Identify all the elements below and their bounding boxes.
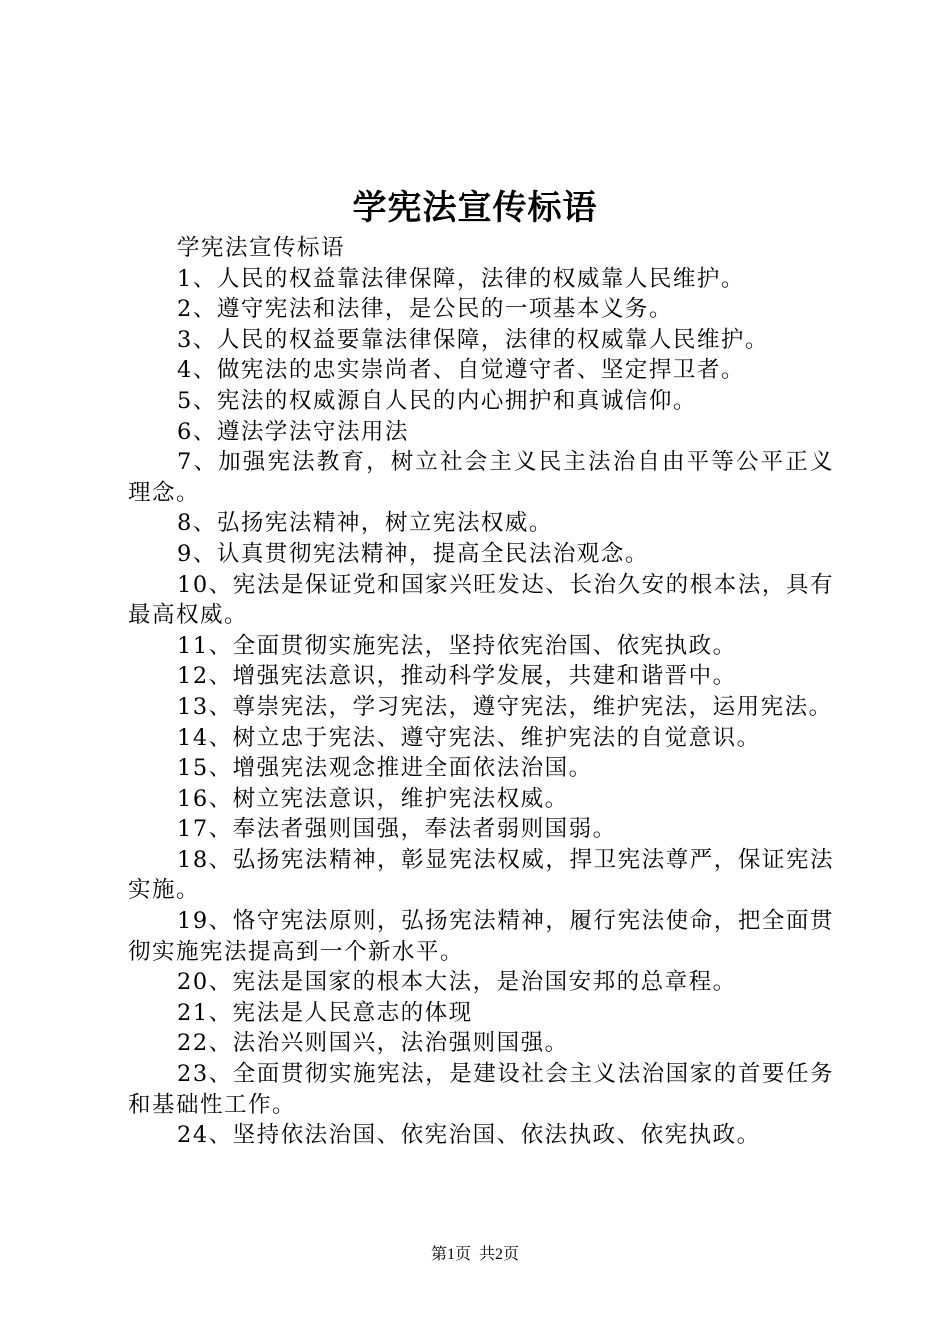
page-number: 第1页 (430, 1246, 471, 1263)
slogan-4: 4、做宪法的忠实崇尚者、自觉遵守者、坚定捍卫者。 (177, 357, 745, 384)
slogan-18: 18、弘扬宪法精神，彰显宪法权威，捍卫宪法尊严，保证宪法实施。 (128, 846, 834, 904)
slogan-6: 6、遵法学法守法用法 (177, 418, 409, 445)
slogan-5: 5、宪法的权威源自人民的内心拥护和真诚信仰。 (177, 387, 697, 414)
slogan-14: 14、树立忠于宪法、遵守宪法、维护宪法的自觉意识。 (177, 724, 761, 751)
slogan-16: 16、树立宪法意识，维护宪法权威。 (177, 785, 569, 812)
slogan-8: 8、弘扬宪法精神，树立宪法权威。 (177, 510, 553, 537)
slogan-2: 2、遵守宪法和法律，是公民的一项基本义务。 (177, 296, 673, 323)
slogan-12: 12、增强宪法意识，推动科学发展，共建和谐晋中。 (177, 663, 737, 690)
slogan-19: 19、恪守宪法原则，弘扬宪法精神，履行宪法使命，把全面贯彻实施宪法提高到一个新水平。 (128, 908, 834, 965)
slogan-13: 13、尊崇宪法，学习宪法，遵守宪法，维护宪法，运用宪法。 (177, 693, 833, 720)
slogan-3: 3、人民的权益要靠法律保障，法律的权威靠人民维护。 (177, 326, 769, 353)
slogan-23: 23、全面贯彻实施宪法，是建设社会主义法治国家的首要任务和基础性工作。 (128, 1061, 834, 1118)
slogan-21: 21、宪法是人民意志的体现 (177, 999, 473, 1026)
slogan-7: 7、加强宪法教育，树立社会主义民主法治自由平等公平正义理念。 (128, 449, 834, 506)
paragraph-heading: 学宪法宣传标语 (177, 235, 346, 261)
slogan-9: 9、认真贯彻宪法精神，提高全民法治观念。 (177, 540, 649, 567)
slogan-11: 11、全面贯彻实施宪法，坚持依宪治国、依宪执政。 (177, 632, 737, 659)
slogan-1: 1、人民的权益靠法律保障，法律的权威靠人民维护。 (177, 265, 745, 292)
slogan-20: 20、宪法是国家的根本大法，是治国安邦的总章程。 (177, 969, 737, 996)
slogan-10: 10、宪法是保证党和国家兴旺发达、长治久安的根本法，具有最高权威。 (128, 571, 834, 629)
slogan-15: 15、增强宪法观念推进全面依法治国。 (177, 755, 593, 782)
slogan-24: 24、坚持依法治国、依宪治国、依法执政、依宪执政。 (177, 1122, 761, 1149)
document-title: 学宪法宣传标语 (352, 188, 598, 228)
document-body (128, 233, 834, 1151)
page-total: 共2页 (479, 1246, 520, 1263)
slogan-22: 22、法治兴则国兴，法治强则国强。 (177, 1030, 569, 1057)
page-footer (0, 1243, 950, 1267)
slogan-17: 17、奉法者强则国强，奉法者弱则国弱。 (177, 816, 617, 843)
